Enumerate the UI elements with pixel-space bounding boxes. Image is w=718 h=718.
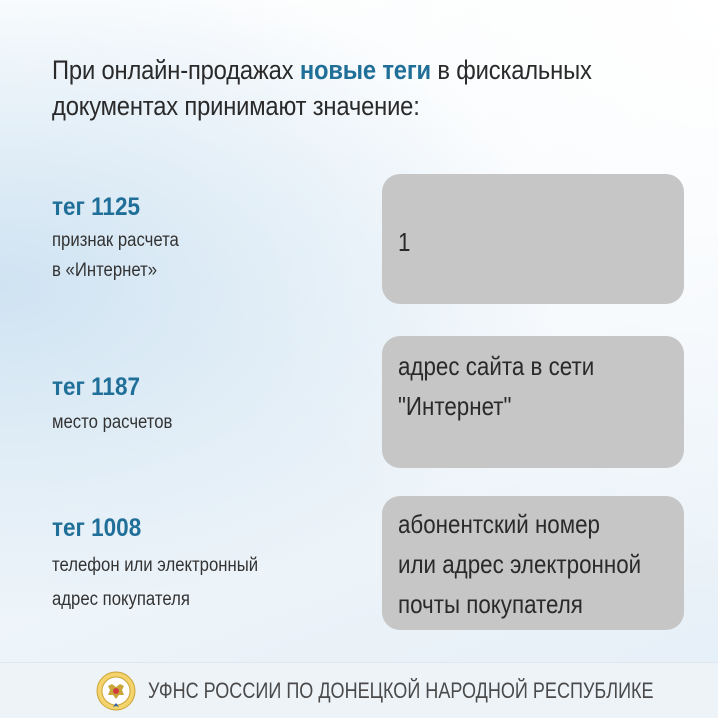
tag-description-line: в «Интернет»	[52, 260, 158, 281]
tag-description-line: место расчетов	[52, 412, 173, 433]
tag-1125-value-card	[382, 174, 684, 304]
tag-value-line: 1	[398, 227, 411, 257]
tag-description-line: телефон или электронный	[52, 555, 259, 576]
heading-line-2: документах принимают значение:	[52, 91, 420, 121]
heading-accent: новые теги	[299, 55, 431, 85]
tag-value-line: абонентский номер	[398, 509, 600, 539]
tag-title: тег 1187	[52, 373, 140, 401]
tag-1008-value-card	[382, 496, 684, 630]
tag-title: тег 1125	[52, 193, 140, 221]
heading-text-before: При онлайн-продажах	[52, 55, 300, 85]
footer	[0, 662, 718, 718]
page-heading	[52, 52, 598, 124]
tag-description-line: адрес покупателя	[52, 589, 190, 610]
tag-title: тег 1008	[52, 514, 142, 542]
tag-value-line: почты покупателя	[398, 589, 583, 619]
footer-org-name: УФНС РОССИИ ПО ДОНЕЦКОЙ НАРОДНОЙ РЕСПУБЛИКЕ	[148, 678, 654, 703]
tag-1125-block	[52, 192, 196, 286]
fns-emblem-icon	[96, 671, 136, 711]
tag-description-line: признак расчета	[52, 230, 179, 251]
heading-line-1	[52, 52, 598, 88]
tag-1187-block	[52, 372, 189, 438]
tag-1008-block	[52, 513, 286, 615]
tag-1187-value-card	[382, 336, 684, 468]
heading-text-after: в фискальных	[430, 55, 592, 85]
tag-value-line: адрес сайта в сети	[398, 351, 595, 381]
tag-value-line: "Интернет"	[398, 391, 512, 421]
tag-value-line: или адрес электронной	[398, 549, 642, 579]
